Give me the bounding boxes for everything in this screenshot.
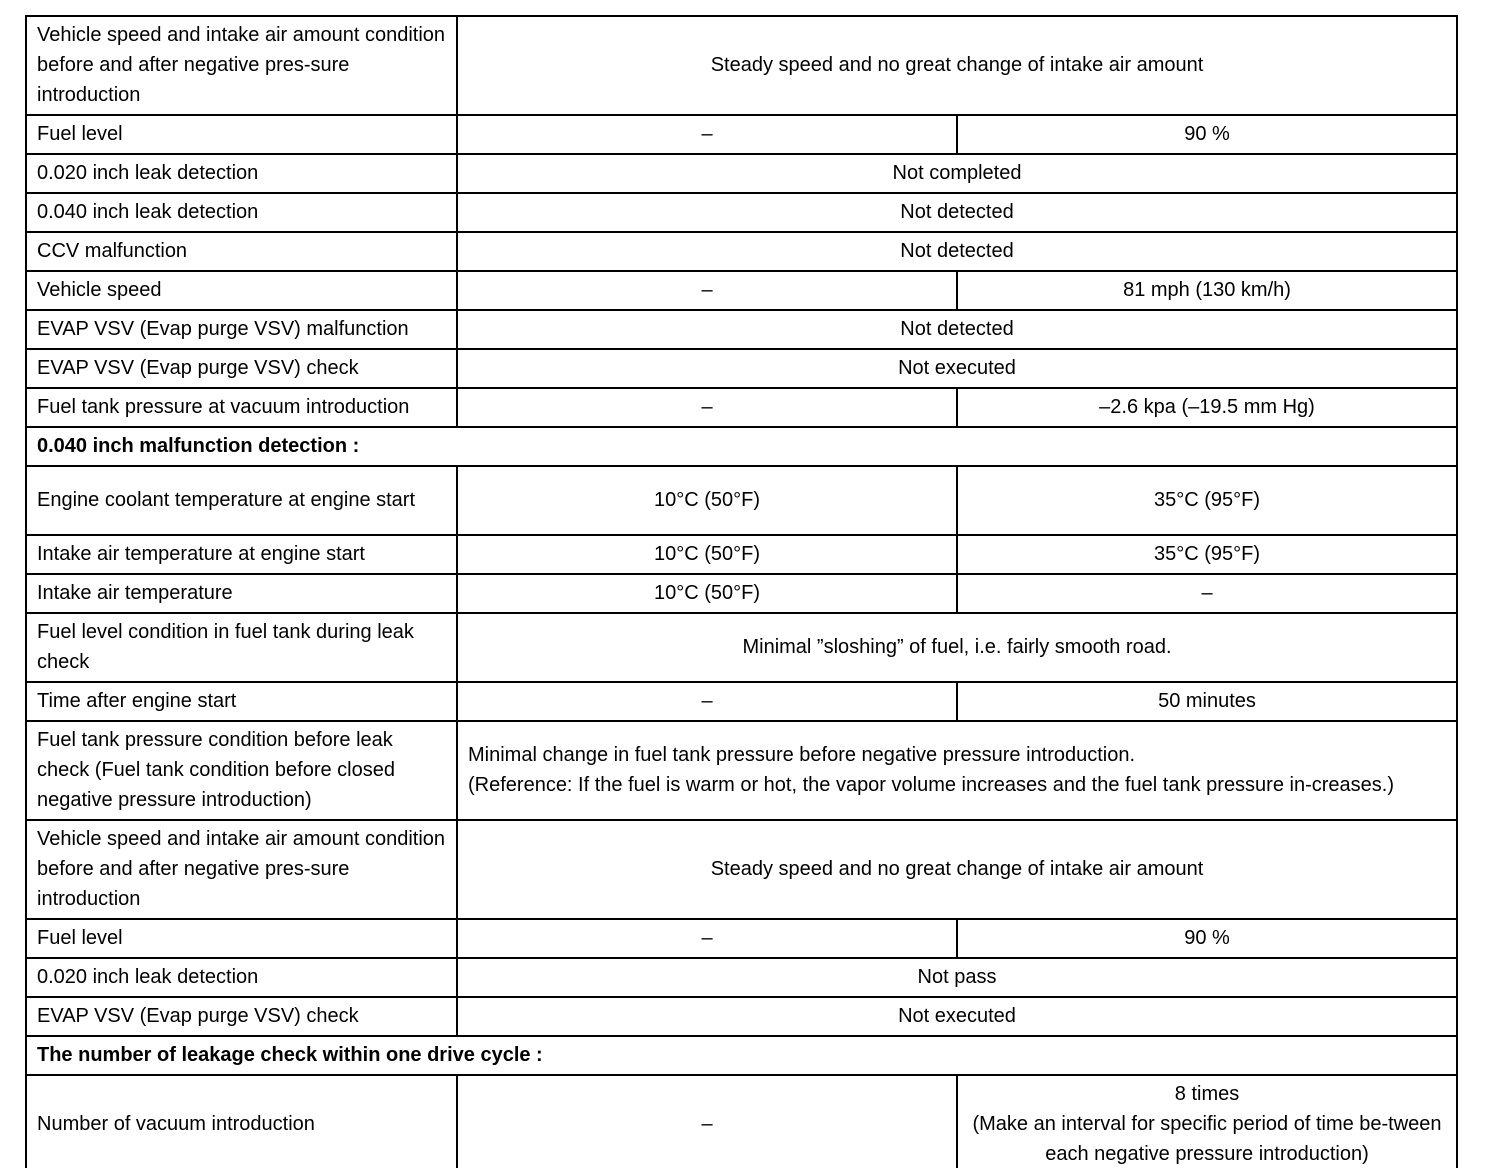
row-value: Not detected xyxy=(457,193,1457,232)
table-row xyxy=(26,574,1457,613)
table-row xyxy=(26,115,1457,154)
section-row xyxy=(26,1036,1457,1075)
section-heading: The number of leakage check within one drive cycle : xyxy=(26,1036,1457,1075)
table-row xyxy=(26,820,1457,919)
table-row xyxy=(26,16,1457,115)
row-label: Fuel level condition in fuel tank during leak check xyxy=(26,613,457,682)
row-value: Not detected xyxy=(457,232,1457,271)
row-value-b: – xyxy=(957,574,1457,613)
table-row xyxy=(26,1075,1457,1168)
row-value: Not executed xyxy=(457,997,1457,1036)
row-value: Steady speed and no great change of intake air amount xyxy=(457,820,1457,919)
row-value-b: 50 minutes xyxy=(957,682,1457,721)
row-value-a: 10°C (50°F) xyxy=(457,466,957,535)
section-heading: 0.040 inch malfunction detection : xyxy=(26,427,1457,466)
table-row xyxy=(26,388,1457,427)
table-row xyxy=(26,310,1457,349)
table-row xyxy=(26,682,1457,721)
row-value-a: – xyxy=(457,388,957,427)
row-value-a: – xyxy=(457,115,957,154)
row-label: Vehicle speed xyxy=(26,271,457,310)
row-value-line: 8 times xyxy=(1174,1083,1240,1105)
row-label: Fuel level xyxy=(26,919,457,958)
row-label: EVAP VSV (Evap purge VSV) malfunction xyxy=(26,310,457,349)
table-row xyxy=(26,958,1457,997)
row-value: Minimal ”sloshing” of fuel, i.e. fairly smooth road. xyxy=(457,613,1457,682)
table-row xyxy=(26,919,1457,958)
row-label: EVAP VSV (Evap purge VSV) check xyxy=(26,349,457,388)
row-value-a: 10°C (50°F) xyxy=(457,574,957,613)
row-value-b: 35°C (95°F) xyxy=(957,466,1457,535)
row-value: Not executed xyxy=(457,349,1457,388)
row-value-a: 10°C (50°F) xyxy=(457,535,957,574)
table-row xyxy=(26,154,1457,193)
row-value-b: 90 % xyxy=(957,919,1457,958)
table-row xyxy=(26,193,1457,232)
table-row xyxy=(26,271,1457,310)
row-label: 0.020 inch leak detection xyxy=(26,154,457,193)
specification-table xyxy=(25,15,1458,1168)
row-value-line: Minimal change in fuel tank pressure before negative pressure introduction. xyxy=(468,744,1136,766)
row-label: Vehicle speed and intake air amount condition before and after negative pres-sure introduction xyxy=(26,16,457,115)
row-label: EVAP VSV (Evap purge VSV) check xyxy=(26,997,457,1036)
table-row xyxy=(26,535,1457,574)
row-value-a: – xyxy=(457,919,957,958)
row-value: Steady speed and no great change of intake air amount xyxy=(457,16,1457,115)
row-label: CCV malfunction xyxy=(26,232,457,271)
row-label: 0.020 inch leak detection xyxy=(26,958,457,997)
row-label: 0.040 inch leak detection xyxy=(26,193,457,232)
table-row xyxy=(26,349,1457,388)
row-value xyxy=(457,721,1457,820)
row-value: Not completed xyxy=(457,154,1457,193)
row-label: Intake air temperature xyxy=(26,574,457,613)
row-label: Number of vacuum introduction xyxy=(26,1075,457,1168)
row-value-b: 35°C (95°F) xyxy=(957,535,1457,574)
row-value: Not detected xyxy=(457,310,1457,349)
table-row xyxy=(26,613,1457,682)
row-label: Fuel tank pressure at vacuum introduction xyxy=(26,388,457,427)
row-label: Engine coolant temperature at engine start xyxy=(26,466,457,535)
section-row xyxy=(26,427,1457,466)
row-label: Intake air temperature at engine start xyxy=(26,535,457,574)
row-value-a: – xyxy=(457,682,957,721)
row-value: Not pass xyxy=(457,958,1457,997)
table-row xyxy=(26,997,1457,1036)
table-row xyxy=(26,232,1457,271)
row-label: Fuel tank pressure condition before leak check (Fuel tank condition before closed negative pressure introduction) xyxy=(26,721,457,820)
row-value-line: (Reference: If the fuel is warm or hot, the vapor volume increases and the fuel tank pressure in-creases.) xyxy=(468,774,1394,796)
row-label: Time after engine start xyxy=(26,682,457,721)
row-label: Fuel level xyxy=(26,115,457,154)
row-value-b: 81 mph (130 km/h) xyxy=(957,271,1457,310)
row-value-a: – xyxy=(457,271,957,310)
table-row xyxy=(26,721,1457,820)
row-value-a: – xyxy=(457,1075,957,1168)
row-label: Vehicle speed and intake air amount condition before and after negative pres-sure introduction xyxy=(26,820,457,919)
row-value-b: –2.6 kpa (–19.5 mm Hg) xyxy=(957,388,1457,427)
row-value-b: 90 % xyxy=(957,115,1457,154)
row-value-line: (Make an interval for specific period of time be-tween each negative pressure introduction) xyxy=(972,1113,1442,1165)
row-value-b xyxy=(957,1075,1457,1168)
table-row xyxy=(26,466,1457,535)
